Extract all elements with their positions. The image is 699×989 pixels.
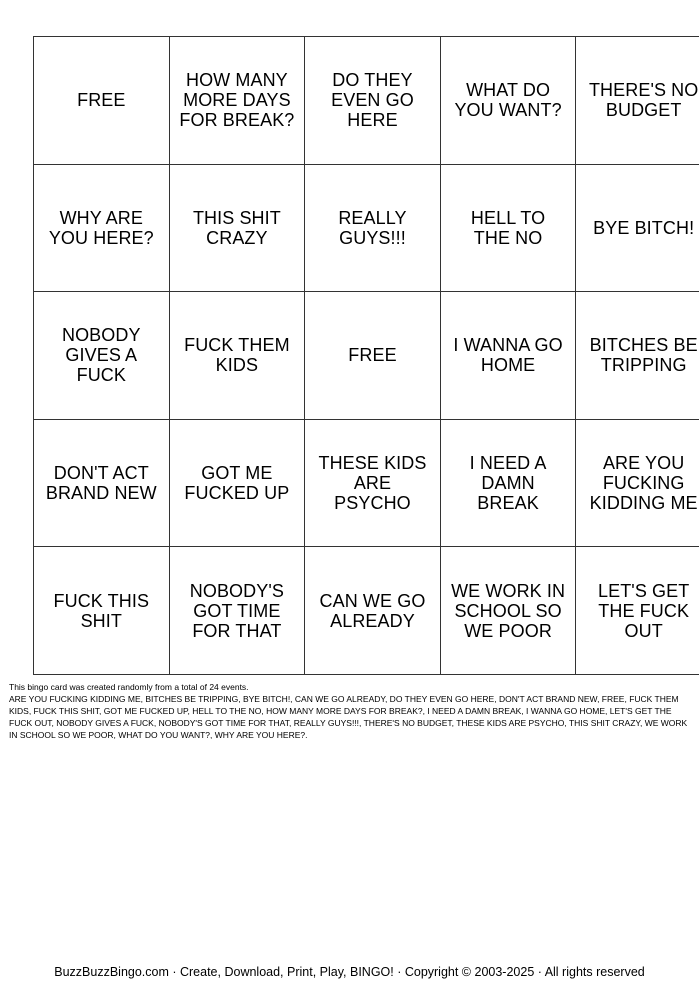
bingo-cell-label: LET'S GET THE FUCK OUT bbox=[597, 580, 690, 641]
bingo-cell-label: WE WORK IN SCHOOL SO WE POOR bbox=[451, 580, 566, 641]
bingo-cell-label: DON'T ACT BRAND NEW bbox=[45, 463, 157, 504]
bingo-card bbox=[33, 36, 699, 675]
bingo-cell bbox=[34, 547, 170, 675]
bingo-cell-label: REALLY GUYS!!! bbox=[338, 207, 407, 248]
bingo-cell-label: THESE KIDS ARE PSYCHO bbox=[318, 453, 427, 514]
bingo-cell-label: FUCK THEM KIDS bbox=[184, 335, 290, 376]
bingo-cell bbox=[169, 164, 305, 292]
bingo-cell bbox=[34, 37, 170, 165]
bingo-cell-label: NOBODY GIVES A FUCK bbox=[61, 325, 141, 386]
bingo-row bbox=[34, 37, 699, 165]
page-footer: BuzzBuzzBingo.com · Create, Download, Print, Play, BINGO! · Copyright © 2003-2025 · All rights reserved bbox=[54, 965, 645, 979]
bingo-row bbox=[34, 164, 699, 292]
bingo-cell-label: HELL TO THE NO bbox=[470, 207, 546, 248]
bingo-cell bbox=[576, 419, 699, 547]
bingo-cell-label: THIS SHIT CRAZY bbox=[192, 207, 281, 248]
bingo-cell-label: THERE'S NO BUDGET bbox=[588, 80, 699, 121]
bingo-cell-label: WHY ARE YOU HERE? bbox=[48, 207, 154, 248]
bingo-cell-label: I WANNA GO HOME bbox=[453, 335, 563, 376]
bingo-cell bbox=[305, 164, 441, 292]
bingo-cell-label: DO THEY EVEN GO HERE bbox=[331, 70, 414, 131]
bingo-cell-free bbox=[305, 292, 441, 420]
bingo-cell-label: NOBODY'S GOT TIME FOR THAT bbox=[189, 580, 285, 641]
bingo-cell bbox=[305, 419, 441, 547]
bingo-cell bbox=[34, 164, 170, 292]
bingo-cell bbox=[305, 547, 441, 675]
bingo-cell bbox=[169, 547, 305, 675]
bingo-row bbox=[34, 419, 699, 547]
bingo-cell bbox=[305, 37, 441, 165]
bingo-cell bbox=[576, 547, 699, 675]
bingo-cell bbox=[576, 292, 699, 420]
bingo-cell bbox=[440, 37, 576, 165]
bingo-cell-label: CAN WE GO ALREADY bbox=[319, 590, 426, 631]
bingo-cell bbox=[34, 419, 170, 547]
events-list: ARE YOU FUCKING KIDDING ME, BITCHES BE TRIPPING, BYE BITCH!, CAN WE GO ALREADY, DO THEY EVEN GO HERE, DON'T ACT BRAND NEW, FREE, FUCK THEM KIDS, FUCK THIS SHIT, GOT ME FUCKED UP, HELL TO THE NO, HOW MANY MORE DAYS FOR BREAK?, I NEED A DAMN BREAK, I WANNA GO HOME, LET'S GET THE FUCK OUT, NOBODY GIVES A FUCK, NOBODY'S GOT TIME FOR THAT, REALLY GUYS!!!, THERE'S NO BUDGET, THESE KIDS ARE PSYCHO, THIS SHIT CRAZY, WE WORK IN SCHOOL SO WE POOR, WHAT DO YOU WANT?, WHY ARE YOU HERE?. bbox=[9, 694, 688, 740]
bingo-cell bbox=[440, 292, 576, 420]
bingo-cell-label: BITCHES BE TRIPPING bbox=[589, 335, 698, 376]
bingo-row bbox=[34, 547, 699, 675]
bingo-cell bbox=[576, 164, 699, 292]
bingo-cell bbox=[440, 547, 576, 675]
bingo-cell bbox=[169, 292, 305, 420]
bingo-cell bbox=[576, 37, 699, 165]
bingo-cell-label: ARE YOU FUCKING KIDDING ME bbox=[589, 453, 698, 514]
generation-note: This bingo card was created randomly from a total of 24 events. bbox=[9, 682, 249, 692]
bingo-cell-label: WHAT DO YOU WANT? bbox=[454, 80, 562, 121]
bingo-cell bbox=[440, 419, 576, 547]
bingo-cell-label: I NEED A DAMN BREAK bbox=[469, 453, 547, 514]
bingo-cell bbox=[34, 292, 170, 420]
bingo-cell bbox=[169, 37, 305, 165]
bingo-cell-label: FREE bbox=[77, 90, 126, 111]
bingo-cell-label: FREE bbox=[348, 345, 397, 366]
bingo-cell-label: GOT ME FUCKED UP bbox=[184, 463, 290, 504]
bingo-cell-label: FUCK THIS SHIT bbox=[53, 590, 150, 631]
bingo-cell bbox=[169, 419, 305, 547]
bingo-cell-label: HOW MANY MORE DAYS FOR BREAK? bbox=[179, 70, 295, 131]
bingo-cell bbox=[440, 164, 576, 292]
bingo-cell-label: BYE BITCH! bbox=[593, 217, 695, 238]
bingo-row bbox=[34, 292, 699, 420]
